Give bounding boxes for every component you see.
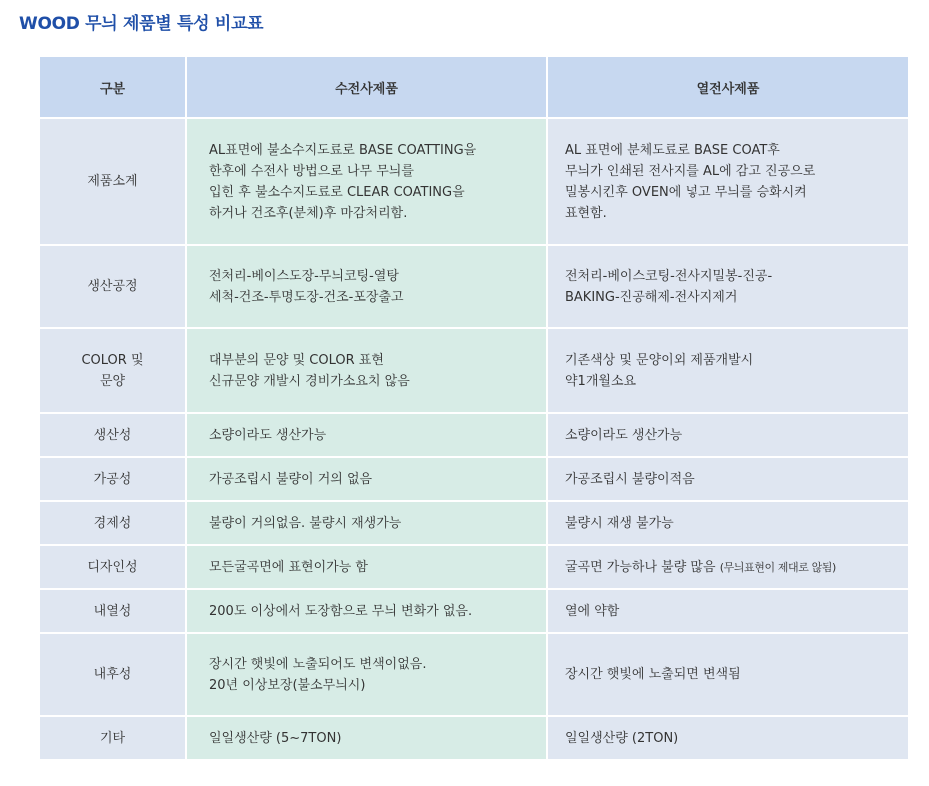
sublimation-cell (187, 546, 548, 590)
sublimation-cell (187, 634, 548, 717)
cell-line: 장시간 햇빛에 노출되어도 변색이없음. (209, 656, 427, 672)
cell-line: AL표면에 불소수지도료로 BASE COATTING을 (209, 142, 477, 158)
heat-transfer-cell (548, 458, 908, 502)
cell-line: BAKING-진공해제-전사지제거 (565, 289, 738, 305)
cell-line: 세척-건조-투명도장-건조-포장출고 (209, 289, 404, 305)
cell-line: 한후에 수전사 방법으로 나무 무늬를 (209, 163, 414, 179)
row-category-cell (40, 502, 187, 546)
sublimation-cell (187, 119, 548, 246)
sublimation-cell (187, 246, 548, 329)
cell-line: 표현함. (565, 205, 607, 221)
category-label: 생산성 (93, 427, 132, 443)
sublimation-cell (187, 329, 548, 414)
table-row (40, 329, 908, 414)
heat-transfer-cell (548, 119, 908, 246)
row-category-cell (40, 246, 187, 329)
comparison-table (40, 57, 908, 761)
row-category-cell (40, 458, 187, 502)
table-row (40, 717, 908, 761)
cell-line: 전처리-베이스도장-무늬코팅-열탕 (209, 268, 399, 284)
row-category-cell (40, 590, 187, 634)
heat-transfer-cell (548, 414, 908, 458)
category-label: 생산공정 (87, 279, 138, 294)
cell-line: 신규문양 개발시 경비가소요치 않음 (209, 373, 410, 389)
sublimation-cell (187, 717, 548, 761)
table-header-row (40, 57, 908, 119)
cell-line: 하거나 건조후(분체)후 마감처리함. (209, 205, 408, 221)
heat-transfer-cell (548, 502, 908, 546)
cell-line: 열에 약함 (565, 603, 620, 619)
cell-text: 굴곡면 가능하나 불량 많음 (565, 559, 716, 575)
cell-line: 소량이라도 생산가능 (565, 427, 683, 443)
cell-line: 밀봉시킨후 OVEN에 넣고 무늬를 승화시켜 (565, 184, 807, 200)
cell-line: 입힌 후 불소수지도료로 CLEAR COATING을 (209, 184, 465, 200)
cell-line: 200도 이상에서 도장함으로 무늬 변화가 없음. (209, 603, 473, 619)
category-label: 경제성 (93, 515, 132, 531)
cell-line: 가공조립시 불량이적음 (565, 471, 695, 487)
row-category-cell (40, 329, 187, 414)
heat-transfer-cell (548, 634, 908, 717)
category-label: 내열성 (93, 603, 132, 619)
cell-line: 불량이 거의없음. 불량시 재생가능 (209, 515, 402, 531)
heat-transfer-cell (548, 590, 908, 634)
heat-transfer-cell (548, 246, 908, 329)
row-category-cell (40, 119, 187, 246)
heat-transfer-cell (548, 546, 908, 590)
table-row (40, 246, 908, 329)
cell-note: (무늬표현이 제대로 않됨) (719, 560, 836, 574)
cell-line: 일일생산량 (5~7TON) (209, 730, 342, 746)
page-title: WOOD 무늬 제품별 특성 비교표 (19, 14, 264, 34)
category-label: COLOR 및 (81, 352, 144, 368)
category-label: 디자인성 (87, 559, 138, 575)
row-category-cell (40, 634, 187, 717)
cell-line: 약1개월소요 (565, 373, 637, 389)
cell-line: 장시간 햇빛에 노출되면 변색됨 (565, 667, 741, 682)
cell-line: 20년 이상보장(불소무늬시) (209, 677, 366, 693)
cell-line: 소량이라도 생산가능 (209, 427, 327, 443)
cell-line: 대부분의 문양 및 COLOR 표현 (209, 352, 384, 368)
table-row (40, 546, 908, 590)
cell-line: 모든굴곡면에 표현이가능 함 (209, 559, 368, 575)
cell-line: 불량시 재생 불가능 (565, 515, 674, 531)
category-label: 제품소계 (87, 174, 138, 189)
table-row (40, 119, 908, 246)
category-label: 문양 (99, 373, 126, 389)
heat-transfer-cell (548, 329, 908, 414)
sublimation-cell (187, 502, 548, 546)
sublimation-cell (187, 458, 548, 502)
cell-line: 전처리-베이스코팅-전사지밀봉-진공- (565, 268, 773, 284)
sublimation-cell (187, 590, 548, 634)
header-sublimation-product: 수전사제품 (187, 57, 548, 119)
category-label: 내후성 (93, 667, 132, 682)
cell-line: 가공조립시 불량이 거의 없음 (209, 471, 373, 487)
table-row (40, 590, 908, 634)
category-label: 기타 (99, 730, 126, 746)
row-category-cell (40, 414, 187, 458)
sublimation-cell (187, 414, 548, 458)
table-row (40, 458, 908, 502)
row-category-cell (40, 546, 187, 590)
cell-line: 기존색상 및 문양이외 제품개발시 (565, 352, 754, 368)
cell-line: 무늬가 인쇄된 전사지를 AL에 감고 진공으로 (565, 163, 816, 179)
cell-line: 일일생산량 (2TON) (565, 730, 679, 746)
category-label: 가공성 (93, 471, 132, 487)
header-category: 구분 (40, 57, 187, 119)
cell-line: AL 표면에 분체도료로 BASE COAT후 (565, 142, 780, 158)
row-category-cell (40, 717, 187, 761)
cell-line (565, 557, 902, 578)
table-row (40, 414, 908, 458)
table-row (40, 502, 908, 546)
table-row (40, 634, 908, 717)
header-heat-transfer-product: 열전사제품 (548, 57, 908, 119)
heat-transfer-cell (548, 717, 908, 761)
